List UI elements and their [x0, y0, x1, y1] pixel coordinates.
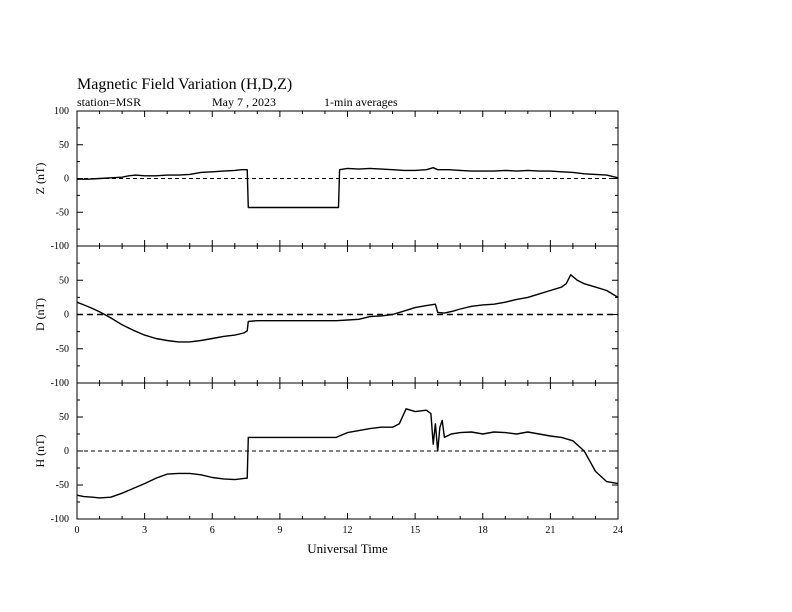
- series-line-h: [77, 409, 618, 498]
- y-tick-label: 0: [64, 309, 69, 321]
- x-tick-label: 6: [209, 525, 215, 536]
- x-tick-label: 15: [410, 525, 421, 536]
- date-label: May 7 , 2023: [212, 95, 276, 109]
- y-axis-label: D (nT): [33, 298, 47, 331]
- x-tick-label: 12: [342, 525, 353, 536]
- y-tick-label: 50: [59, 139, 69, 151]
- y-tick-label: 50: [59, 275, 69, 287]
- series-line-d: [77, 275, 618, 342]
- y-tick-label: 0: [64, 446, 69, 457]
- y-tick-label: 50: [59, 412, 69, 423]
- y-tick-label: -50: [55, 480, 69, 491]
- y-tick-label: -100: [50, 514, 69, 525]
- panel-frame: [77, 383, 618, 519]
- x-tick-label: 9: [277, 525, 283, 536]
- panel-z: [33, 106, 618, 252]
- series-line-z: [77, 168, 618, 208]
- y-axis-label: Z (nT): [33, 162, 47, 195]
- y-tick-label: -100: [50, 378, 69, 389]
- y-tick-label: 0: [64, 173, 69, 185]
- y-tick-label: -50: [55, 343, 69, 355]
- station-label: station=MSR: [77, 95, 142, 109]
- x-tick-label: 0: [74, 525, 80, 536]
- x-tick-label: 3: [142, 525, 148, 536]
- panel-d: [33, 246, 618, 389]
- panel-frame: [77, 111, 618, 246]
- y-tick-label: 100: [54, 106, 69, 117]
- chart-title: Magnetic Field Variation (H,D,Z): [77, 76, 293, 93]
- y-tick-label: -100: [50, 241, 69, 252]
- x-tick-label: 18: [477, 525, 488, 536]
- y-tick-label: -50: [55, 207, 69, 219]
- x-tick-label: 21: [545, 525, 556, 536]
- x-tick-label: 24: [613, 525, 623, 536]
- y-axis-label: H (nT): [33, 434, 47, 468]
- panel-h: [33, 383, 623, 556]
- averaging-label: 1-min averages: [324, 95, 398, 109]
- x-axis-label: Universal Time: [307, 541, 388, 556]
